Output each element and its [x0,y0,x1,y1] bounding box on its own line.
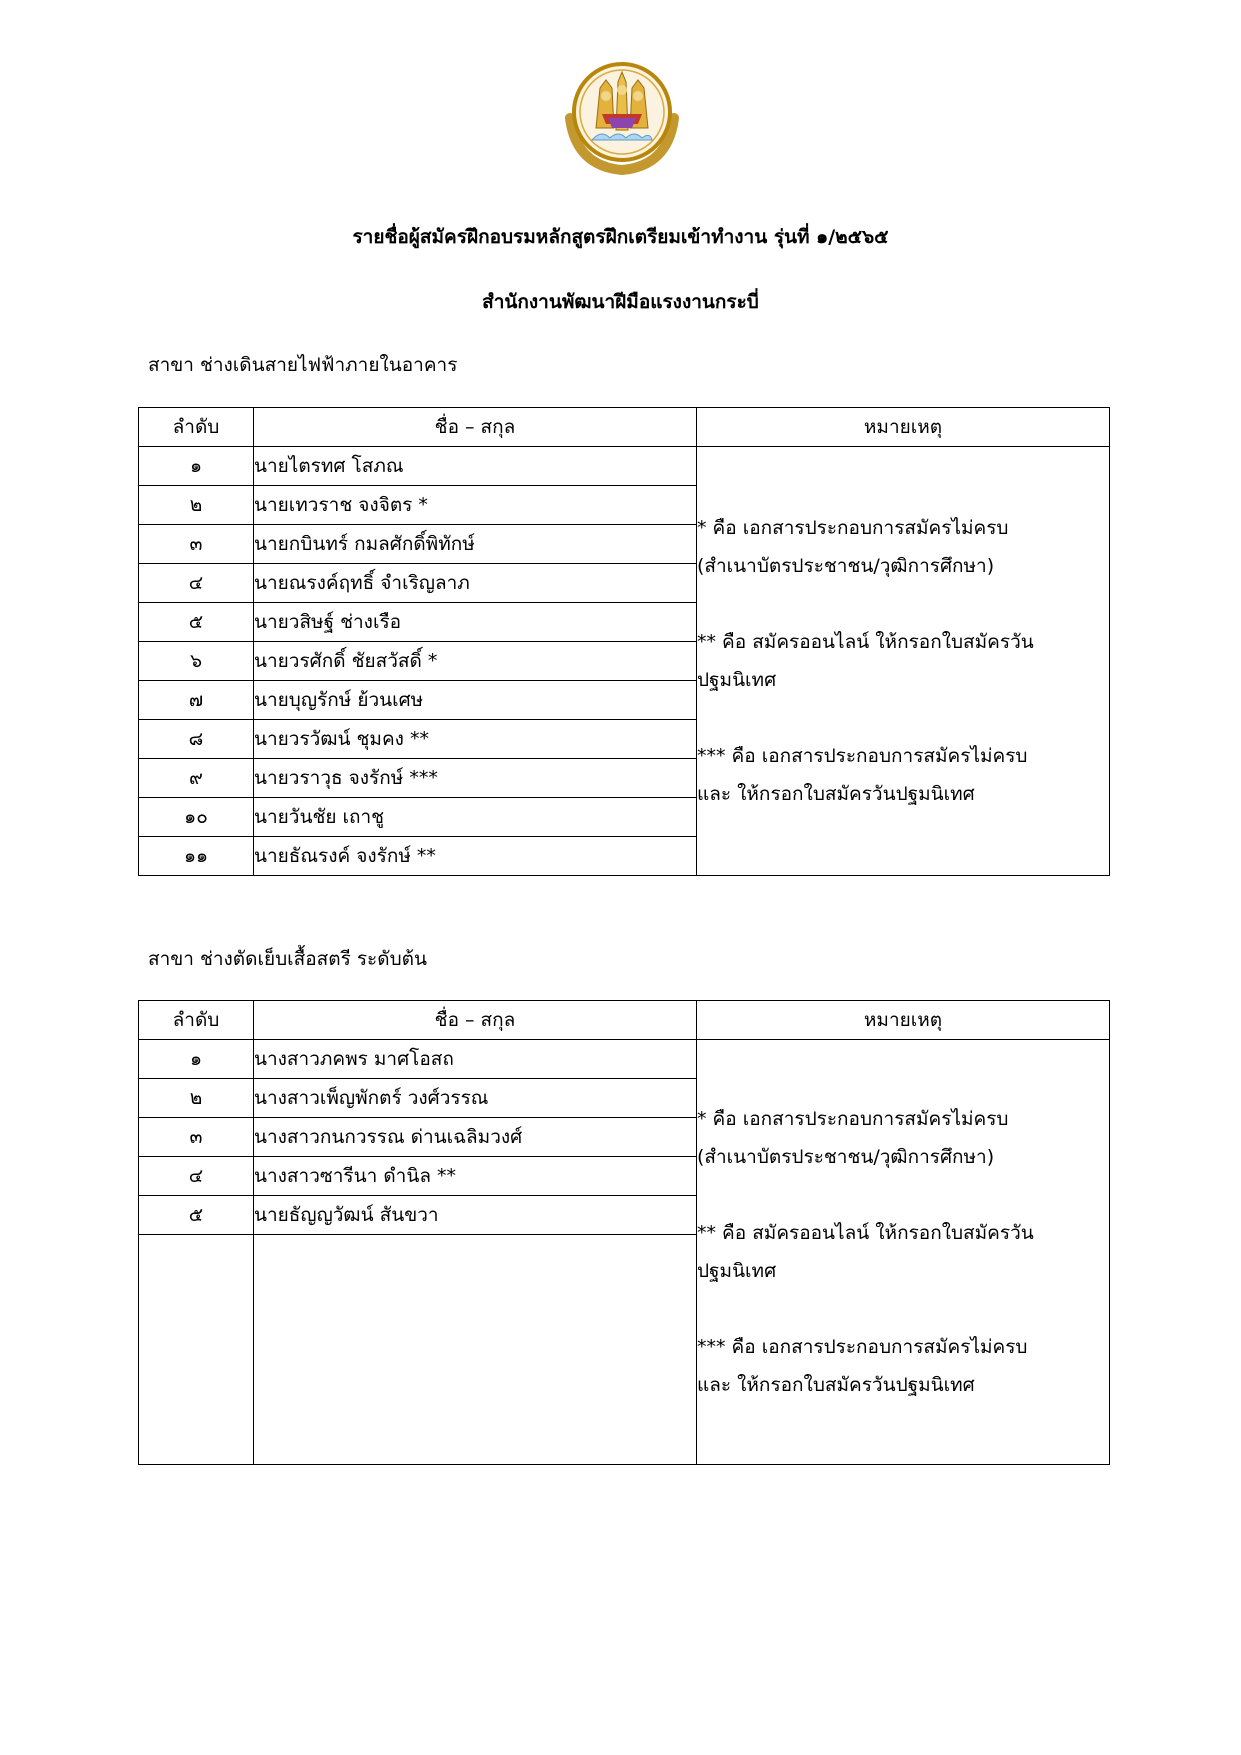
applicant-name: นายวสิษฐ์ ช่างเรือ [254,603,697,642]
notes-cell [697,447,1110,876]
note-line: และ ให้กรอกใบสมัครวันปฐมนิเทศ [697,783,975,805]
document-title: รายชื่อผู้สมัครฝึกอบรมหลักสูตรฝึกเตรียมเข้าทำงาน รุ่นที่ ๑/๒๕๖๕ [352,226,889,248]
note-line: *** คือ เอกสารประกอบการสมัครไม่ครบ [697,745,1028,767]
empty-cell [139,1235,254,1465]
column-order: ลำดับ [139,1001,254,1040]
row-number: ๑ [139,447,254,486]
row-number: ๕ [139,1196,254,1235]
row-number: ๑๐ [139,798,254,837]
table-row [139,1040,1110,1079]
row-number: ๙ [139,759,254,798]
row-number: ๔ [139,564,254,603]
column-name: ชื่อ – สกุล [254,1001,697,1040]
note-line: ปฐมนิเทศ [697,1260,777,1282]
row-number: ๒ [139,1079,254,1118]
row-number: ๔ [139,1157,254,1196]
note-line: ** คือ สมัครออนไลน์ ให้กรอกใบสมัครวัน [697,1222,1034,1244]
note-line: * คือ เอกสารประกอบการสมัครไม่ครบ [697,517,1009,539]
note-line: (สำเนาบัตรประชาชน/วุฒิการศึกษา) [697,1146,995,1168]
applicant-name: นายวราวุธ จงรักษ์ *** [254,759,697,798]
applicant-table-dressmaking [138,1000,1110,1465]
applicant-name: นางสาวซารีนา ดำนิล ** [254,1157,697,1196]
applicant-name: นายวรวัฒน์ ชุมคง ** [254,720,697,759]
table-row [139,447,1110,486]
row-number: ๕ [139,603,254,642]
note-line: ** คือ สมัครออนไลน์ ให้กรอกใบสมัครวัน [697,631,1034,653]
column-name: ชื่อ – สกุล [254,408,697,447]
applicant-name: นายเทวราช จงจิตร * [254,486,697,525]
branch-dressmaking: สาขา ช่างตัดเย็บเสื้อสตรี ระดับต้น [148,948,427,970]
office-name: สำนักงานพัฒนาฝีมือแรงงานกระบี่ [482,291,759,313]
row-number: ๘ [139,720,254,759]
empty-cell [254,1235,697,1465]
row-number: ๖ [139,642,254,681]
notes-cell [697,1040,1110,1465]
row-number: ๓ [139,1118,254,1157]
note-line: * คือ เอกสารประกอบการสมัครไม่ครบ [697,1108,1009,1130]
applicant-name: นายธัญญวัฒน์ สันขวา [254,1196,697,1235]
applicant-name: นางสาวกนกวรรณ ด่านเฉลิมวงศ์ [254,1118,697,1157]
row-number: ๑ [139,1040,254,1079]
note-line: และ ให้กรอกใบสมัครวันปฐมนิเทศ [697,1374,975,1396]
column-order: ลำดับ [139,408,254,447]
column-note: หมายเหตุ [697,408,1110,447]
table-header-row [139,1001,1110,1040]
row-number: ๒ [139,486,254,525]
applicant-name: นายณรงค์ฤทธิ์ จำเริญลาภ [254,564,697,603]
note-line: *** คือ เอกสารประกอบการสมัครไม่ครบ [697,1336,1028,1358]
applicant-name: นางสาวภคพร มาศโอสถ [254,1040,697,1079]
applicant-name: นายบุญรักษ์ ย้วนเศษ [254,681,697,720]
row-number: ๓ [139,525,254,564]
column-note: หมายเหตุ [697,1001,1110,1040]
applicant-table-electrical [138,407,1110,876]
applicant-name: นายกบินทร์ กมลศักดิ์พิทักษ์ [254,525,697,564]
branch-electrical: สาขา ช่างเดินสายไฟฟ้าภายในอาคาร [148,354,458,376]
applicant-name: นายไตรทศ โสภณ [254,447,697,486]
note-line: (สำเนาบัตรประชาชน/วุฒิการศึกษา) [697,555,995,577]
applicant-name: นายธัณรงค์ จงรักษ์ ** [254,837,697,876]
note-line: ปฐมนิเทศ [697,669,777,691]
applicant-name: นายวรศักดิ์ ชัยสวัสดิ์ * [254,642,697,681]
row-number: ๑๑ [139,837,254,876]
applicant-name: นายวันชัย เถาชู [254,798,697,837]
applicant-name: นางสาวเพ็ญพักตร์ วงศ์วรรณ [254,1079,697,1118]
row-number: ๗ [139,681,254,720]
table-header-row [139,408,1110,447]
department-logo [556,58,688,180]
